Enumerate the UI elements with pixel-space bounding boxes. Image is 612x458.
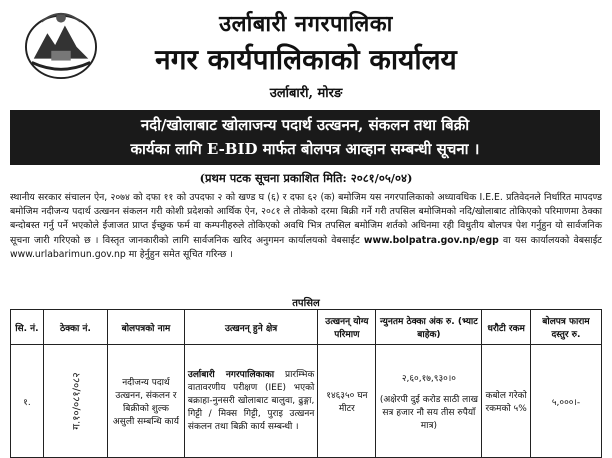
cell-sn: १. bbox=[11, 345, 44, 458]
cell-min-amount bbox=[376, 345, 482, 458]
area-description: प्रारम्भिक वातावरणीय परीक्षण (IEE) भएको बक्राहा-नुनसरी खोलाबाट बालुवा, ढुङ्गा, गिट्टी / मिक्स गिट्टी, पुराइ उत्खनन संकलन तथा बिक्री कार्य सम्बन्धी । bbox=[187, 369, 315, 432]
municipality-name: उर्लाबारी नगरपालिका bbox=[219, 11, 393, 37]
schedule-table bbox=[10, 309, 602, 458]
contract-no-text: ग.१०/०८१/०८२ bbox=[71, 372, 83, 430]
col-header-bid-name: बोलपत्रको नाम bbox=[107, 310, 184, 345]
col-header-deposit: धरौटी रकम bbox=[482, 310, 531, 345]
notice-title-banner bbox=[10, 110, 600, 165]
notice-body-text: स्थानीय सरकार संचालन ऐन, २०७४ को दफा ११ को उपदफा २ को खण्ड घ (६) र दफा ६२ (क) बमोजिम यस नगरपालिकाको अध्यावधिक I.E.E. प्रतिवेदनले निर्धारित मापदण्ड बमोजिम नदीजन्य पदार्थ उत्खनन संकलन गरी कोशी प्रदेशको आर्थिक ऐन, २०८१ ले तोकेको दरमा बिक्री गर्ने गरी तपसिल बमोजिमको नदि/खोलाबाट तोकिएको परिमाणमा ठेक्का बन्दोबस्त गर्नु पर्ने भएकोले ईजाजत प्राप्त ईच्छुक फर्म वा कम्पनीहरुले तोकिएको अवधि भित्र तपसिल बमोजिम शर्तको अधिनमा रही विधुतीय बोलपत्र पेश गर्नुहुन यो सार्वजनिक सूचना जारी गरिएको छ । विस्तृत जानकारीको लागि सार्वजनिक खरिद अनुगमन कार्यालयको वेबसाईट bbox=[10, 192, 602, 246]
col-header-min-amount: न्युनतम ठेक्का अंक रु. (भ्याट बाहेक) bbox=[376, 310, 482, 345]
office-address: उर्लाबारी, मोरङ bbox=[269, 86, 343, 101]
table-row bbox=[11, 345, 602, 458]
notice-body-text-2: वा यस कार्यालयको वेबसाईट www.urlabarimun.gov.np मा हेर्नुहुन समेत सूचित गरिन्छ । bbox=[10, 234, 602, 260]
bolpatra-link[interactable]: www.bolpatra.gov.np/egp bbox=[363, 234, 499, 246]
cell-area bbox=[184, 345, 317, 458]
min-amount-words: (अक्षेरपी दुई करोड साठी लाख सत्र हजार नौ सय तीस रुपैयाँ मात्र) bbox=[379, 395, 478, 431]
notice-body bbox=[10, 191, 602, 262]
header bbox=[0, 0, 612, 110]
cell-bid-name: नदीजन्य पदार्थ उत्खनन, संकलन र बिक्रीको शुल्क असुली सम्बन्धि कार्य bbox=[107, 345, 184, 458]
banner-line-1: नदी/खोलाबाट खोलाजन्य पदार्थ उत्खनन, संकलन तथा बिक्री bbox=[140, 116, 470, 134]
banner-line-2: कार्यका लागि E-BID मार्फत बोलपत्र आव्हान सम्बन्धी सूचना । bbox=[130, 140, 480, 158]
col-header-quantity: उत्खनन् योग्य परिमाण bbox=[318, 310, 376, 345]
office-name: नगर कार्यपालिकाको कार्यालय bbox=[155, 43, 457, 76]
notice-published-date: (प्रथम पटक सूचना प्रकाशित मिति: २०८१/०५/०४) bbox=[199, 171, 413, 185]
cell-deposit: कबोल गरेको रकमको ५% bbox=[482, 345, 531, 458]
min-amount-figure: २,६०,१७,९३०।० bbox=[401, 374, 456, 384]
col-header-form-fee: बोलपत्र फाराम दस्तुर रु. bbox=[530, 310, 601, 345]
col-header-area: उत्खनन् हुने क्षेत्र bbox=[184, 310, 317, 345]
table-caption: तपसिल bbox=[292, 298, 320, 309]
col-header-contract-no: ठेक्का नं. bbox=[43, 310, 107, 345]
area-municipality: उर्लाबारी नगरपालिकाका bbox=[187, 369, 275, 380]
cell-form-fee: ५,०००।- bbox=[530, 345, 601, 458]
cell-quantity: १४६३५० घन मीटर bbox=[318, 345, 376, 458]
col-header-sn: सि. नं. bbox=[11, 310, 44, 345]
table-header-row bbox=[11, 310, 602, 345]
cell-contract-no bbox=[43, 345, 107, 458]
